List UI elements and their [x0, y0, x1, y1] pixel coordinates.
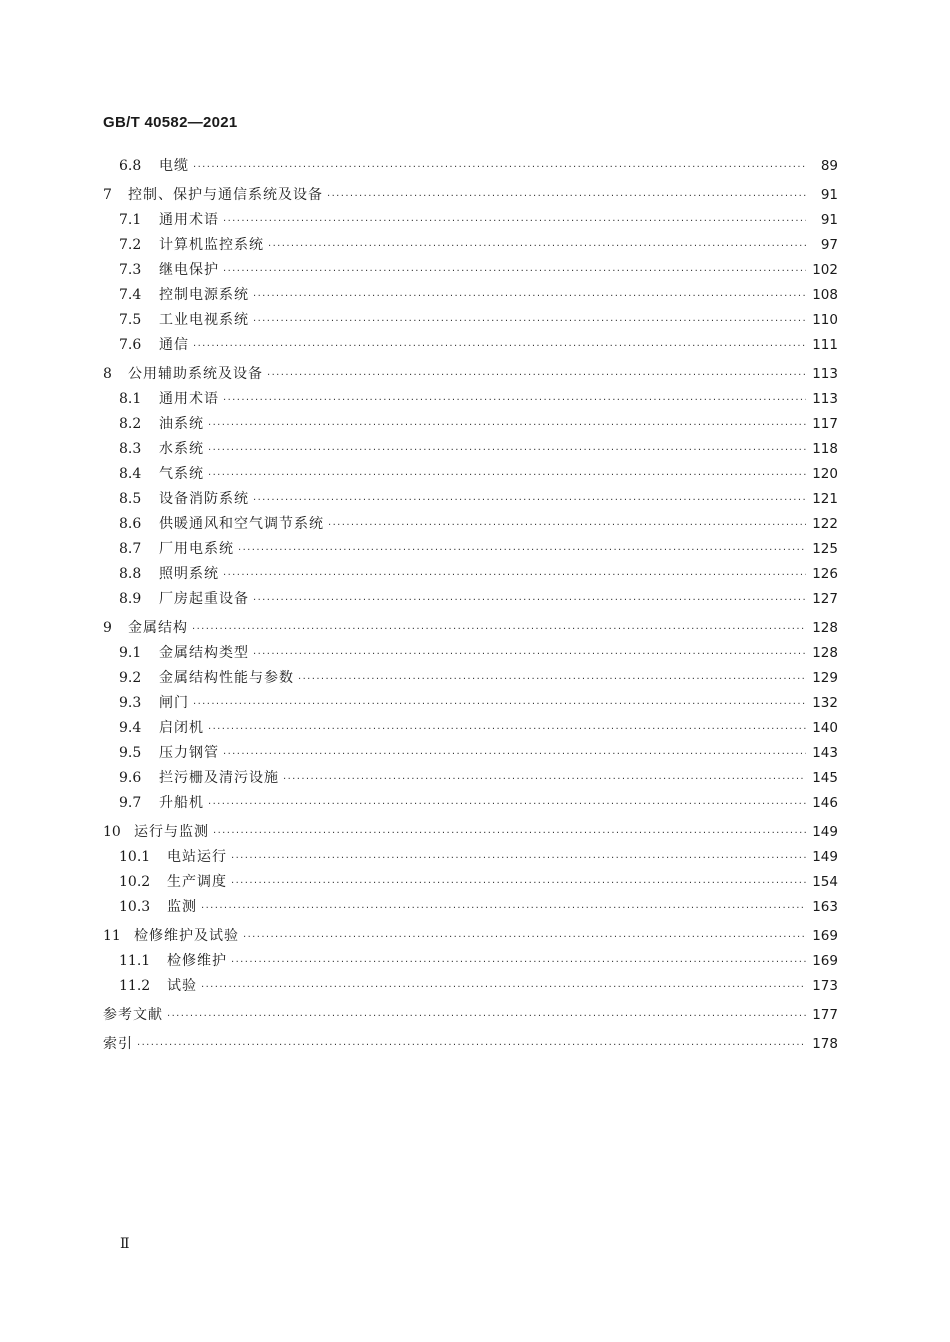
toc-dot-leader	[208, 413, 806, 438]
toc-entry-page: 113	[812, 391, 838, 407]
toc-entry-page: 154	[812, 874, 838, 890]
toc-entry-number: 10.1	[119, 849, 151, 865]
toc-dot-leader	[267, 363, 806, 388]
toc-entry-page: 132	[812, 695, 838, 711]
toc-entry-page: 178	[812, 1036, 838, 1052]
toc-entry-number: 10.3	[119, 899, 151, 915]
toc-entry-title: 启闭机	[159, 720, 204, 736]
toc-entry	[103, 924, 838, 949]
toc-entry-number: 10.2	[119, 874, 151, 890]
toc-dot-leader	[193, 692, 806, 717]
page-folio: Ⅱ	[120, 1236, 130, 1252]
toc-dot-leader	[253, 588, 806, 613]
toc-entry-number: 7.5	[119, 312, 142, 328]
toc-entry-page: 108	[812, 287, 838, 303]
toc-entry-page: 111	[812, 337, 838, 353]
toc-entry-title: 厂用电系统	[159, 541, 234, 557]
toc-entry	[103, 537, 838, 562]
toc-entry-title: 油系统	[159, 416, 204, 432]
toc-entry-number: 9.1	[119, 645, 142, 661]
toc-entry	[103, 949, 838, 974]
toc-dot-leader	[193, 155, 806, 180]
toc-entry-number: 11	[103, 928, 121, 944]
toc-dot-leader	[328, 513, 806, 538]
toc-entry-number: 9.3	[119, 695, 142, 711]
toc-entry	[103, 974, 838, 999]
toc-entry	[103, 154, 838, 179]
toc-dot-leader	[201, 975, 806, 1000]
toc-entry	[103, 870, 838, 895]
toc-dot-leader	[223, 209, 806, 234]
toc-entry-number: 8.7	[119, 541, 142, 557]
toc-entry-page: 143	[812, 745, 838, 761]
toc-dot-leader	[208, 463, 806, 488]
toc-entry	[103, 895, 838, 920]
toc-dot-leader	[223, 259, 806, 284]
toc-entry-title: 检修维护	[167, 953, 227, 969]
toc-dot-leader	[208, 717, 806, 742]
toc-dot-leader	[243, 925, 806, 950]
toc-entry-number: 8.6	[119, 516, 142, 532]
toc-dot-leader	[253, 284, 806, 309]
toc-entry-page: 128	[812, 645, 838, 661]
toc-entry-title: 计算机监控系统	[159, 237, 264, 253]
toc-entry-page: 121	[812, 491, 838, 507]
toc-entry-title: 通用术语	[159, 391, 219, 407]
toc-dot-leader	[298, 667, 806, 692]
toc-entry	[103, 641, 838, 666]
toc-entry-page: 163	[812, 899, 838, 915]
toc-entry	[103, 183, 838, 208]
toc-entry-title: 拦污栅及清污设施	[159, 770, 279, 786]
toc-entry-page: 173	[812, 978, 838, 994]
toc-dot-leader	[213, 821, 806, 846]
toc-dot-leader	[231, 871, 806, 896]
toc-entry-page: 145	[812, 770, 838, 786]
toc-entry	[103, 766, 838, 791]
toc-entry	[103, 820, 838, 845]
toc-entry	[103, 666, 838, 691]
toc-dot-leader	[223, 388, 806, 413]
toc-entry-number: 8.5	[119, 491, 142, 507]
toc-entry-title: 水系统	[159, 441, 204, 457]
toc-dot-leader	[137, 1033, 806, 1058]
toc-entry-number: 7.2	[119, 237, 142, 253]
toc-entry-title: 厂房起重设备	[159, 591, 249, 607]
toc-entry-title: 公用辅助系统及设备	[128, 366, 263, 382]
toc-entry-title: 监测	[167, 899, 197, 915]
toc-entry-title: 试验	[167, 978, 197, 994]
toc-entry	[103, 412, 838, 437]
toc-entry-number: 7.3	[119, 262, 142, 278]
toc-entry-page: 110	[812, 312, 838, 328]
toc-entry-number: 9.2	[119, 670, 142, 686]
toc-entry-number: 9.6	[119, 770, 142, 786]
toc-entry-number: 7.6	[119, 337, 142, 353]
toc-dot-leader	[253, 309, 806, 334]
toc-entry-page: 149	[812, 849, 838, 865]
toc-entry-number: 6.8	[119, 158, 142, 174]
toc-entry-title: 通用术语	[159, 212, 219, 228]
toc-entry-page: 177	[812, 1007, 838, 1023]
toc-entry	[103, 362, 838, 387]
toc-entry-page: 125	[812, 541, 838, 557]
toc-entry-number: 7.4	[119, 287, 142, 303]
toc-dot-leader	[253, 488, 806, 513]
toc-entry	[103, 462, 838, 487]
toc-entry-title: 索引	[103, 1036, 133, 1052]
toc-dot-leader	[223, 563, 806, 588]
toc-entry	[103, 1003, 838, 1028]
toc-entry-page: 113	[812, 366, 838, 382]
toc-entry-number: 8.2	[119, 416, 142, 432]
toc-entry-page: 149	[812, 824, 838, 840]
toc-entry	[103, 258, 838, 283]
toc-entry-page: 120	[812, 466, 838, 482]
toc-entry	[103, 333, 838, 358]
toc-entry-page: 118	[812, 441, 838, 457]
toc-entry-page: 117	[812, 416, 838, 432]
toc-entry	[103, 512, 838, 537]
toc-entry-page: 122	[812, 516, 838, 532]
toc-entry-page: 89	[820, 158, 838, 174]
toc-entry	[103, 387, 838, 412]
toc-entry	[103, 283, 838, 308]
toc-entry-title: 金属结构类型	[159, 645, 249, 661]
toc-entry-title: 生产调度	[167, 874, 227, 890]
toc-entry-page: 169	[812, 928, 838, 944]
toc-entry-number: 7.1	[119, 212, 142, 228]
toc-entry	[103, 845, 838, 870]
toc-entry-page: 127	[812, 591, 838, 607]
toc-entry-number: 7	[103, 187, 112, 203]
toc-entry	[103, 791, 838, 816]
toc-entry-title: 参考文献	[103, 1007, 163, 1023]
toc-dot-leader	[208, 792, 806, 817]
toc-dot-leader	[253, 642, 806, 667]
toc-dot-leader	[223, 742, 806, 767]
toc-entry-page: 91	[820, 212, 838, 228]
toc-entry-title: 压力钢管	[159, 745, 219, 761]
toc-dot-leader	[327, 184, 806, 209]
toc-entry-title: 电站运行	[167, 849, 227, 865]
toc-entry-page: 129	[812, 670, 838, 686]
toc-dot-leader	[192, 617, 806, 642]
table-of-contents	[103, 154, 838, 1057]
toc-entry-page: 102	[812, 262, 838, 278]
toc-entry	[103, 487, 838, 512]
toc-entry-title: 金属结构性能与参数	[159, 670, 294, 686]
toc-entry-title: 检修维护及试验	[134, 928, 239, 944]
toc-entry-number: 8.9	[119, 591, 142, 607]
toc-entry-number: 9.7	[119, 795, 142, 811]
toc-dot-leader	[167, 1004, 806, 1029]
toc-entry-number: 8.1	[119, 391, 142, 407]
toc-entry-number: 8.3	[119, 441, 142, 457]
toc-entry-title: 升船机	[159, 795, 204, 811]
toc-entry	[103, 208, 838, 233]
toc-entry	[103, 691, 838, 716]
toc-entry-number: 8.4	[119, 466, 142, 482]
toc-entry-title: 金属结构	[128, 620, 188, 636]
toc-entry-page: 126	[812, 566, 838, 582]
toc-entry-number: 9	[103, 620, 112, 636]
toc-entry-title: 照明系统	[159, 566, 219, 582]
toc-dot-leader	[193, 334, 806, 359]
toc-entry-title: 闸门	[159, 695, 189, 711]
toc-entry-number: 11.2	[119, 978, 151, 994]
toc-dot-leader	[268, 234, 806, 259]
toc-entry-number: 8	[103, 366, 112, 382]
toc-entry-title: 控制电源系统	[159, 287, 249, 303]
toc-entry-number: 8.8	[119, 566, 142, 582]
toc-entry	[103, 716, 838, 741]
toc-entry-page: 91	[820, 187, 838, 203]
toc-entry	[103, 616, 838, 641]
toc-entry	[103, 233, 838, 258]
toc-entry-page: 140	[812, 720, 838, 736]
toc-dot-leader	[231, 846, 806, 871]
toc-dot-leader	[238, 538, 806, 563]
toc-entry-number: 9.5	[119, 745, 142, 761]
standard-number: GB/T 40582—2021	[103, 114, 238, 131]
toc-entry-title: 设备消防系统	[159, 491, 249, 507]
toc-entry	[103, 437, 838, 462]
toc-entry-number: 11.1	[119, 953, 151, 969]
toc-entry-number: 10	[103, 824, 121, 840]
toc-entry-title: 控制、保护与通信系统及设备	[128, 187, 323, 203]
toc-entry-title: 气系统	[159, 466, 204, 482]
toc-entry-title: 电缆	[159, 158, 189, 174]
toc-entry	[103, 587, 838, 612]
toc-entry-title: 通信	[159, 337, 189, 353]
toc-entry	[103, 562, 838, 587]
toc-entry-page: 97	[820, 237, 838, 253]
toc-dot-leader	[201, 896, 806, 921]
toc-entry	[103, 741, 838, 766]
toc-entry	[103, 308, 838, 333]
toc-entry-page: 169	[812, 953, 838, 969]
toc-dot-leader	[208, 438, 806, 463]
toc-entry-title: 继电保护	[159, 262, 219, 278]
toc-dot-leader	[283, 767, 806, 792]
toc-entry-title: 供暖通风和空气调节系统	[159, 516, 324, 532]
toc-entry-page: 146	[812, 795, 838, 811]
toc-entry-page: 128	[812, 620, 838, 636]
toc-entry-title: 工业电视系统	[159, 312, 249, 328]
toc-entry-title: 运行与监测	[134, 824, 209, 840]
toc-entry	[103, 1032, 838, 1057]
toc-entry-number: 9.4	[119, 720, 142, 736]
toc-dot-leader	[231, 950, 806, 975]
